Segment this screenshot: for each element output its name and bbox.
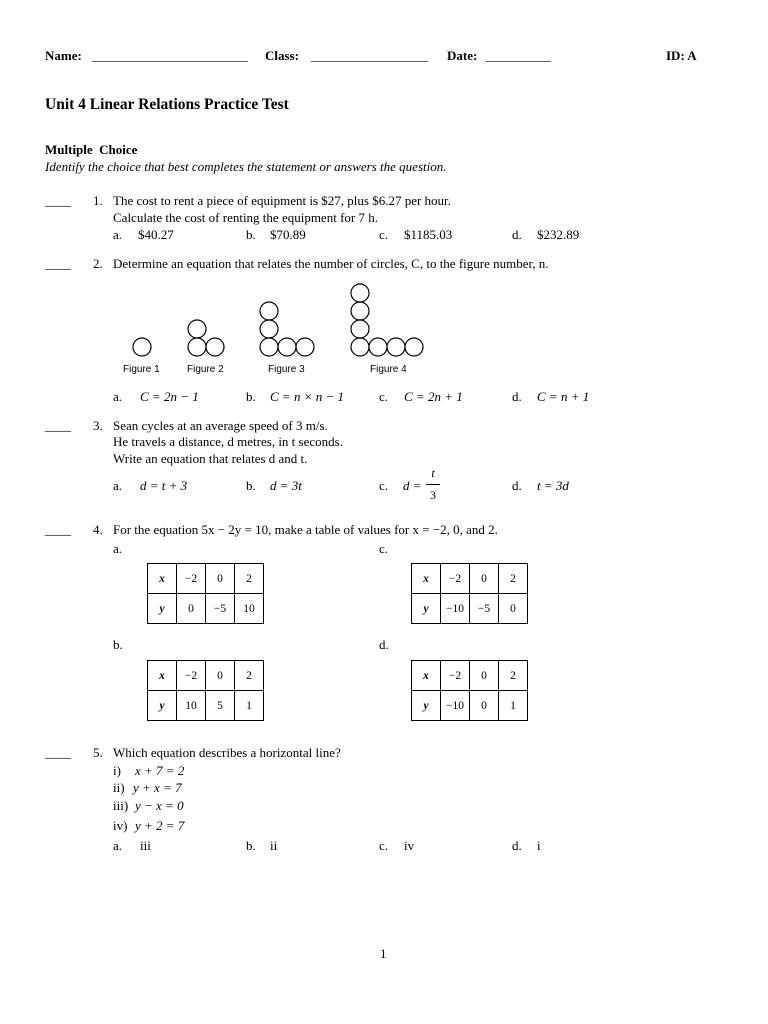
table-row — [148, 594, 264, 624]
table-cell: −2 — [177, 661, 206, 691]
fraction-numerator: t — [431, 466, 435, 480]
option-letter: b. — [246, 227, 256, 242]
table-cell: −2 — [441, 564, 470, 594]
class-label: Class: — [265, 48, 299, 63]
option-text: C = 2n − 1 — [140, 389, 199, 404]
pattern-circle — [351, 302, 369, 320]
table-of-values-a — [147, 563, 264, 624]
table-cell: 10 — [177, 691, 206, 721]
pattern-circle — [369, 338, 387, 356]
option-text: C = 2n + 1 — [404, 389, 463, 404]
option-letter: d. — [379, 637, 389, 652]
roman-numeral: iii) — [113, 798, 129, 813]
equation-item: y + 2 = 7 — [135, 818, 185, 833]
table-cell: 0 — [470, 564, 499, 594]
table-of-values-b — [147, 660, 264, 721]
table-of-values-c — [411, 563, 528, 624]
pattern-circle — [296, 338, 314, 356]
question-text: Sean cycles at an average speed of 3 m/s. — [113, 418, 328, 433]
table-cell: 2 — [499, 564, 528, 594]
option-letter: d. — [512, 227, 522, 242]
table-cell: 2 — [499, 661, 528, 691]
page-title: Unit 4 Linear Relations Practice Test — [45, 96, 289, 113]
answer-blank-q3[interactable]: ____ — [45, 418, 71, 433]
option-text: t = 3d — [537, 478, 569, 493]
fraction-denominator: 3 — [430, 488, 436, 502]
pattern-circle — [351, 284, 369, 302]
question-text: Determine an equation that relates the number of circles, C, to the figure number, n. — [113, 256, 549, 271]
table-header-y: y — [148, 594, 177, 624]
question-text: Calculate the cost of renting the equipment for 7 h. — [113, 210, 378, 225]
pattern-circle — [351, 320, 369, 338]
figure-label: Figure 2 — [187, 364, 224, 375]
date-blank[interactable]: __________ — [486, 48, 551, 63]
equation-item: y + x = 7 — [133, 780, 182, 795]
page-number: 1 — [380, 946, 387, 961]
question-number: 2. — [93, 256, 103, 271]
pattern-circle — [278, 338, 296, 356]
name-label: Name: — [45, 48, 82, 63]
question-number: 3. — [93, 418, 103, 433]
table-row — [412, 691, 528, 721]
answer-blank-q5[interactable]: ____ — [45, 745, 71, 760]
table-row — [412, 564, 528, 594]
option-text: d = t + 3 — [140, 478, 188, 493]
section-instructions: Identify the choice that best completes the statement or answers the question. — [45, 159, 447, 174]
section-heading: Multiple Choice — [45, 142, 138, 157]
table-header-x: x — [148, 661, 177, 691]
figure-label: Figure 1 — [123, 364, 160, 375]
table-cell: 2 — [235, 661, 264, 691]
answer-blank-q4[interactable]: ____ — [45, 522, 71, 537]
option-text: $40.27 — [138, 227, 174, 242]
table-cell: −10 — [441, 691, 470, 721]
option-letter: c. — [379, 227, 389, 242]
table-cell: 0 — [177, 594, 206, 624]
option-text: d = 3t — [270, 478, 302, 493]
option-letter: a. — [113, 227, 123, 242]
table-header-x: x — [148, 564, 177, 594]
option-letter: d. — [512, 478, 522, 493]
table-row — [148, 661, 264, 691]
question-number: 5. — [93, 745, 103, 760]
question-text: For the equation 5x − 2y = 10, make a table of values for x = −2, 0, and 2. — [113, 522, 498, 537]
table-header-y: y — [148, 691, 177, 721]
table-of-values-d — [411, 660, 528, 721]
option-text: C = n × n − 1 — [270, 389, 344, 404]
table-row — [412, 661, 528, 691]
table-cell: −2 — [177, 564, 206, 594]
table-header-y: y — [412, 691, 441, 721]
option-letter: a. — [113, 541, 123, 556]
table-cell: 0 — [470, 691, 499, 721]
option-text: iv — [404, 838, 415, 853]
date-label: Date: — [447, 48, 478, 63]
option-letter: b. — [246, 389, 256, 404]
question-number: 1. — [93, 193, 103, 208]
option-letter: b. — [246, 838, 256, 853]
option-text: $70.89 — [270, 227, 306, 242]
figure-label: Figure 3 — [268, 364, 305, 375]
question-text: The cost to rent a piece of equipment is $27, plus $6.27 per hour. — [113, 193, 451, 208]
option-letter: a. — [113, 389, 123, 404]
figure-label: Figure 4 — [370, 364, 407, 375]
table-cell: 0 — [206, 661, 235, 691]
class-blank[interactable]: __________________ — [311, 48, 428, 63]
equation-item: x + 7 = 2 — [135, 763, 185, 778]
table-cell: 0 — [499, 594, 528, 624]
roman-numeral: i) — [113, 763, 121, 778]
pattern-circle — [188, 320, 206, 338]
option-text: iii — [140, 838, 151, 853]
table-cell: 5 — [206, 691, 235, 721]
pattern-circle — [188, 338, 206, 356]
question-text: Write an equation that relates d and t. — [113, 451, 308, 466]
table-cell: 1 — [235, 691, 264, 721]
table-row — [148, 564, 264, 594]
question-text: He travels a distance, d metres, in t seconds. — [113, 434, 343, 449]
option-letter: c. — [379, 389, 389, 404]
option-letter: d. — [512, 838, 522, 853]
option-text: $232.89 — [537, 227, 580, 242]
table-header-x: x — [412, 661, 441, 691]
option-letter: c. — [379, 838, 389, 853]
pattern-circle — [260, 320, 278, 338]
table-row — [412, 594, 528, 624]
answer-blank-q1[interactable]: ____ — [45, 193, 71, 208]
table-cell: −5 — [206, 594, 235, 624]
pattern-circle — [351, 338, 369, 356]
roman-numeral: iv) — [113, 818, 128, 833]
table-cell: 1 — [499, 691, 528, 721]
roman-numeral: ii) — [113, 780, 125, 795]
name-blank[interactable]: ________________________ — [92, 48, 248, 63]
option-letter: a. — [113, 838, 123, 853]
option-letter: b. — [246, 478, 256, 493]
option-letter: b. — [113, 637, 123, 652]
pattern-circle — [206, 338, 224, 356]
equation-item: y − x = 0 — [135, 798, 184, 813]
option-letter: c. — [379, 541, 389, 556]
option-text: C = n + 1 — [537, 389, 590, 404]
option-text: $1185.03 — [404, 227, 453, 242]
circle-pattern-figure — [110, 276, 470, 358]
table-cell: 10 — [235, 594, 264, 624]
option-letter: d. — [512, 389, 522, 404]
question-number: 4. — [93, 522, 103, 537]
answer-blank-q2[interactable]: ____ — [45, 256, 71, 271]
table-cell: 2 — [235, 564, 264, 594]
table-header-x: x — [412, 564, 441, 594]
table-cell: −10 — [441, 594, 470, 624]
table-header-y: y — [412, 594, 441, 624]
pattern-circle — [405, 338, 423, 356]
question-text: Which equation describes a horizontal line? — [113, 745, 341, 760]
option-text: ii — [270, 838, 278, 853]
test-id: ID: A — [666, 48, 697, 63]
pattern-circle — [133, 338, 151, 356]
table-cell: −2 — [441, 661, 470, 691]
pattern-circle — [260, 302, 278, 320]
table-cell: −5 — [470, 594, 499, 624]
option-letter: a. — [113, 478, 123, 493]
table-cell: 0 — [206, 564, 235, 594]
fraction-bar — [426, 484, 440, 485]
option-text: d = — [403, 478, 422, 493]
pattern-circle — [260, 338, 278, 356]
table-row — [148, 691, 264, 721]
option-text: i — [537, 838, 541, 853]
pattern-circle — [387, 338, 405, 356]
option-letter: c. — [379, 478, 389, 493]
table-cell: 0 — [470, 661, 499, 691]
